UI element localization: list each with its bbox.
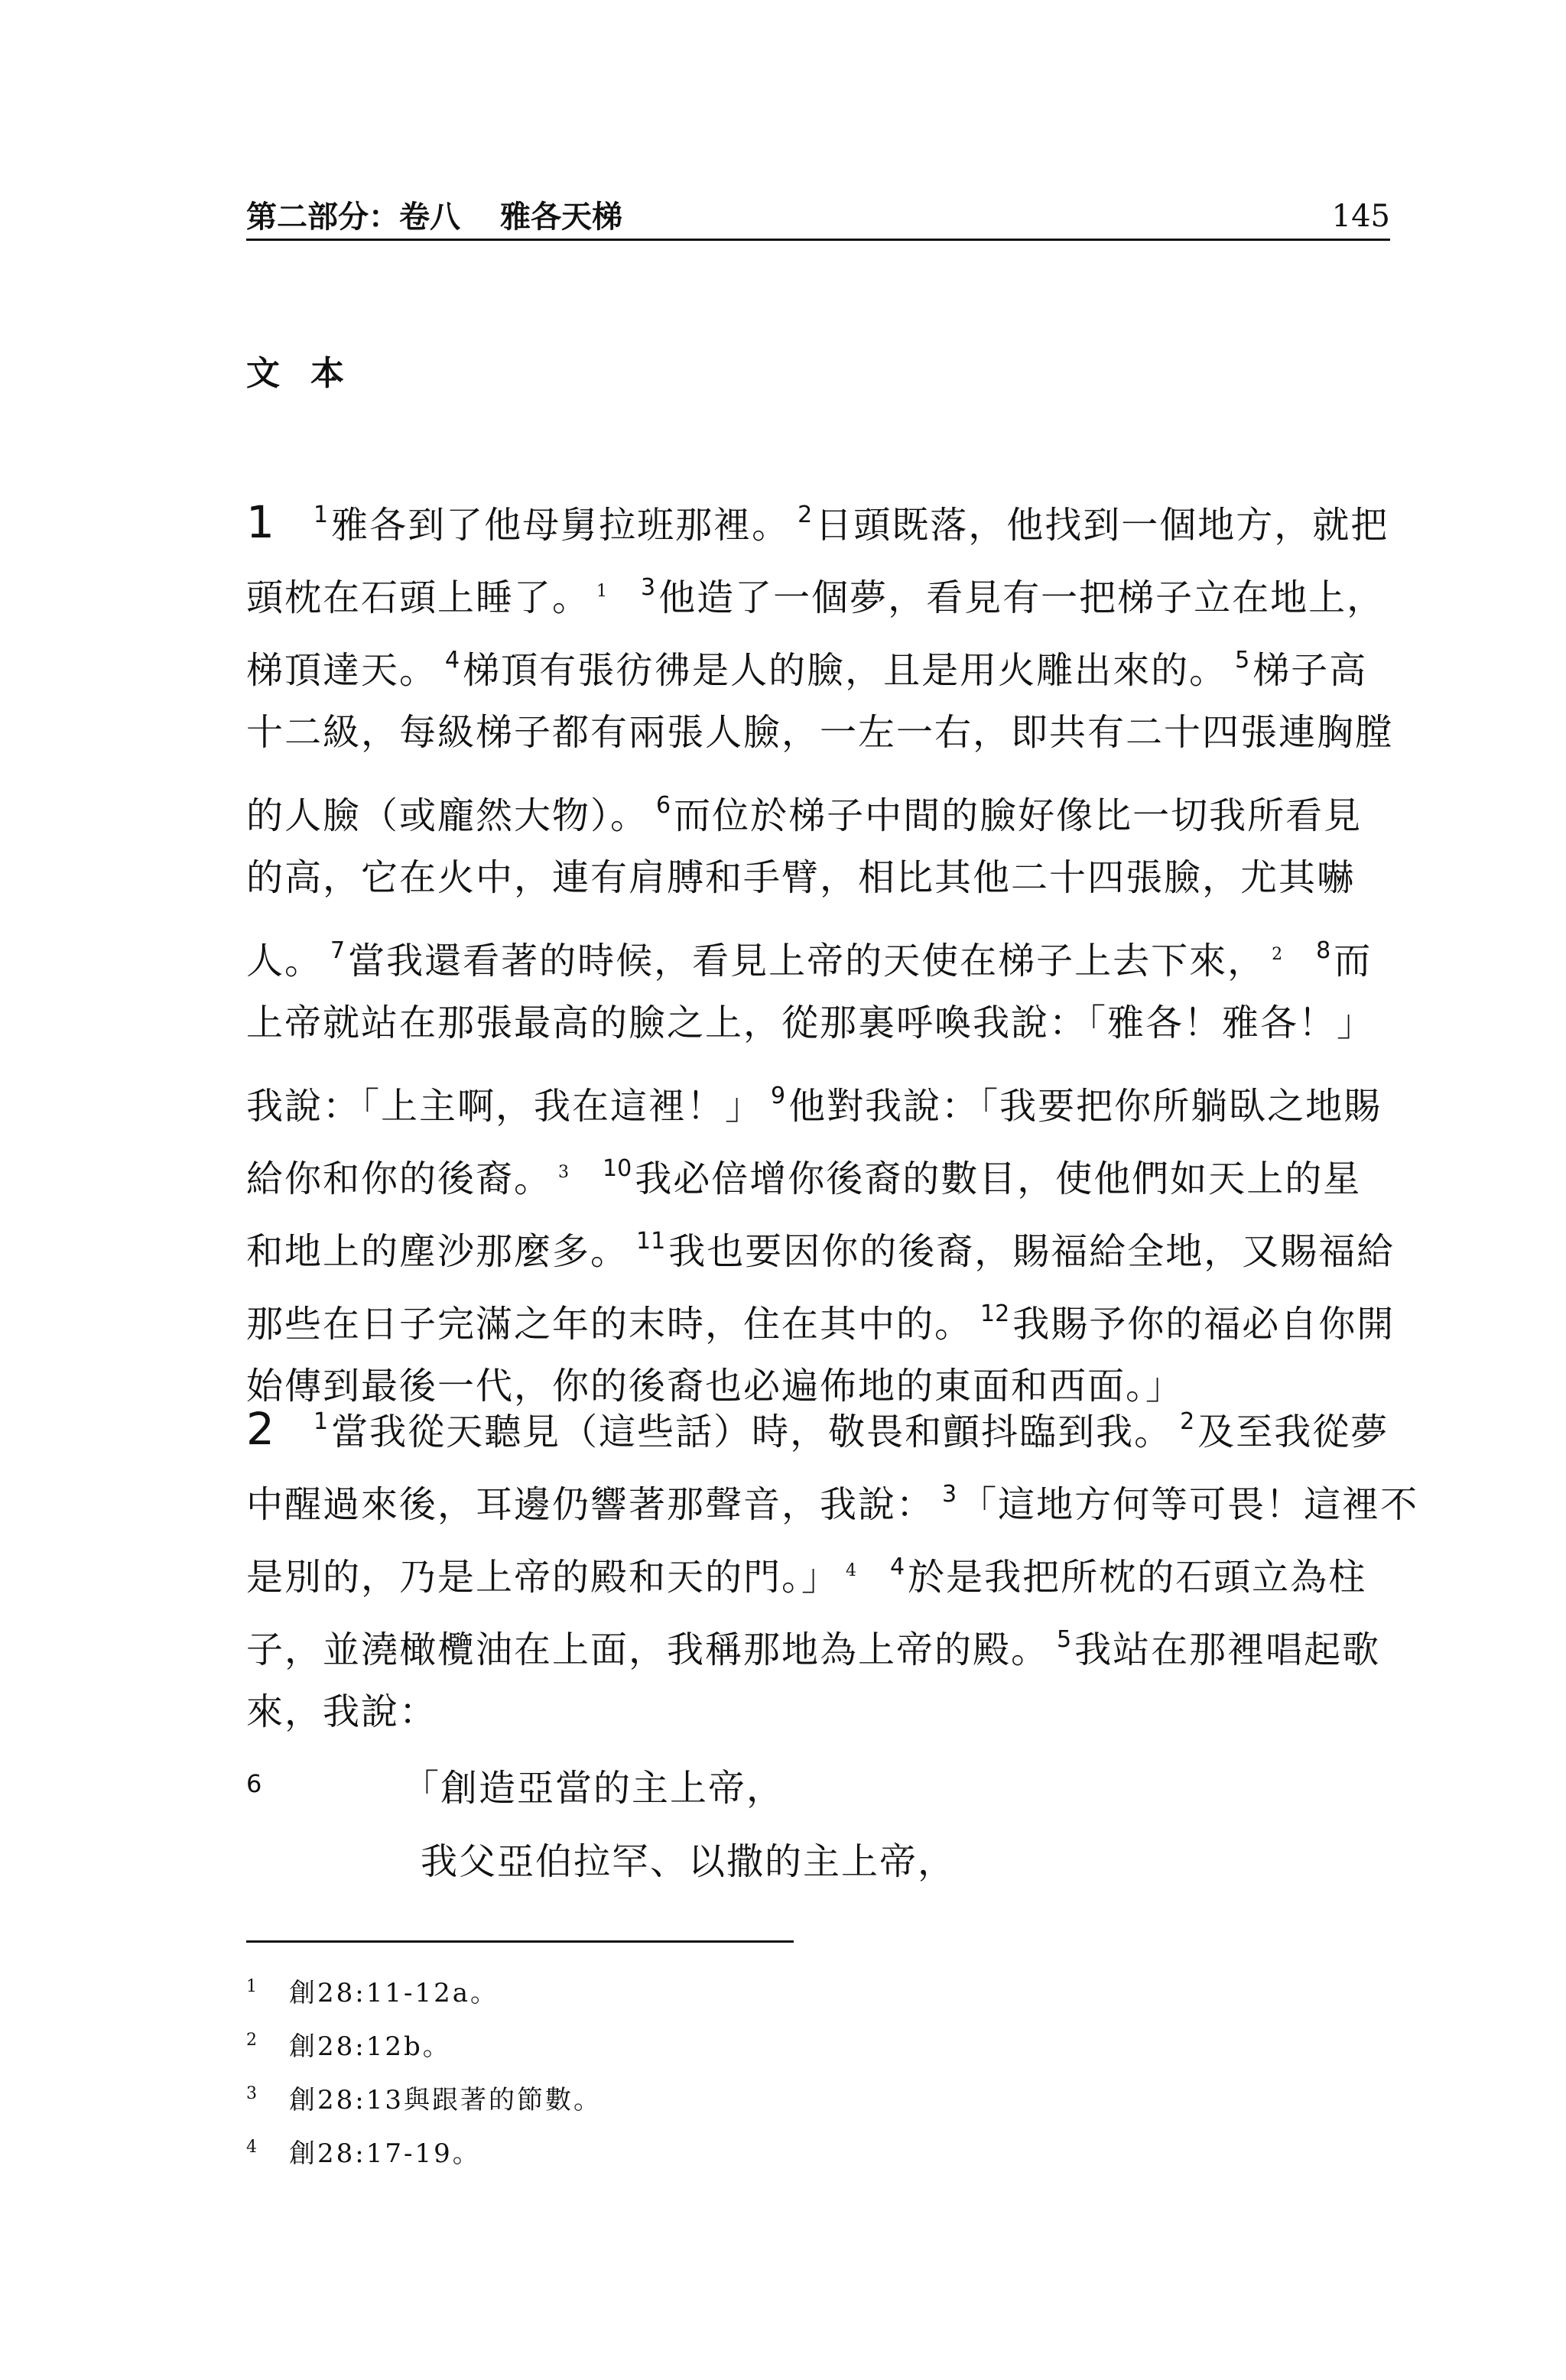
footnote-text: 創28:11-12a。 — [289, 1978, 499, 2008]
verse-text: 而 — [1334, 940, 1373, 982]
verse-text: 的人臉（或龐然大物）。 — [246, 794, 649, 837]
footnote-marker: 4 — [846, 1561, 857, 1580]
verse-number: 2 — [798, 502, 813, 528]
text-line — [246, 914, 1390, 987]
verse-text: 人。 — [246, 940, 323, 982]
text-line — [246, 1531, 1390, 1603]
verse-text: 中醒過來後，耳邊仍響著那聲音，我說： — [246, 1483, 935, 1526]
poem-line: 「創造亞當的主上帝， — [402, 1767, 785, 1810]
verse-number: 1 — [314, 1408, 329, 1435]
text-line — [246, 624, 1390, 696]
verse-text: 他對我說：「我要把你所躺臥之地賜 — [788, 1085, 1382, 1128]
verse-text: 那些在日子完滿之年的末時，住在其中的。 — [246, 1303, 973, 1346]
verse-text: 給你和你的後裔。 — [246, 1158, 553, 1200]
verse-text: 的高，它在火中，連有肩膊和手臂，相比其他二十四張臉，尤其嚇 — [246, 856, 1356, 899]
verse-text: 梯頂有張彷彿是人的臉，且是用火雕出來的。 — [463, 649, 1228, 692]
verse-number: 3 — [641, 574, 656, 601]
poem-verse-number: 6 — [246, 1769, 262, 1798]
verse-number: 6 — [656, 792, 671, 819]
text-line — [246, 1278, 1395, 1350]
footnote-marker: 3 — [558, 1163, 570, 1182]
verse-text: 子，並澆橄欖油在上面，我稱那地為上帝的殿。 — [246, 1628, 1050, 1671]
footnotes — [246, 1966, 1011, 2180]
footnote — [246, 1966, 1011, 2020]
chapter-number: 1 — [246, 496, 276, 548]
footnote-rule — [246, 1940, 794, 1943]
footnote-number: 3 — [246, 2084, 257, 2103]
verse-number: 5 — [1057, 1626, 1072, 1653]
text-line — [246, 769, 1390, 842]
text-line — [246, 1205, 1395, 1278]
footnote-number: 1 — [246, 1977, 257, 1996]
text-line — [246, 551, 1390, 624]
verse-text: 當我從天聽見（這些話）時，敬畏和顫抖臨到我。 — [331, 1411, 1173, 1453]
chapter-number: 2 — [246, 1403, 276, 1455]
verse-number: 4 — [890, 1554, 905, 1580]
chapter-2-text — [246, 1385, 1419, 1748]
footnote-number: 2 — [246, 2031, 257, 2050]
verse-text: 和地上的塵沙那麼多。 — [246, 1230, 629, 1273]
header-part-book: 第二部分：卷八 — [246, 200, 460, 235]
footnote-text: 創28:12b。 — [289, 2031, 451, 2062]
text-line — [246, 479, 1390, 551]
footnote-text: 創28:17-19。 — [289, 2138, 481, 2169]
verse-text: 始傳到最後一代，你的後裔也必遍佈地的東面和西面。」 — [246, 1365, 1184, 1408]
text-line — [246, 1458, 1419, 1531]
footnote — [246, 2020, 1011, 2073]
verse-number: 8 — [1316, 937, 1331, 964]
header-book-title: 雅各天梯 — [500, 200, 622, 235]
verse-text: 頭枕在石頭上睡了。 — [246, 576, 591, 619]
footnote-marker: 1 — [596, 582, 608, 601]
footnote-text: 創28:13與跟著的節數。 — [289, 2085, 602, 2115]
verse-text: 「這地方何等可畏！這裡不 — [960, 1483, 1419, 1526]
verse-text: 是別的，乃是上帝的殿和天的門。」 — [246, 1556, 840, 1599]
text-line — [246, 1676, 1390, 1748]
verse-text: 日頭既落，他找到一個地方，就把 — [815, 504, 1389, 547]
verse-text: 我必倍增你後裔的數目，使他們如天上的星 — [635, 1158, 1362, 1200]
text-line — [246, 696, 1394, 769]
verse-number: 2 — [1180, 1408, 1195, 1435]
text-line — [246, 1132, 1390, 1205]
text-line — [246, 1603, 1390, 1676]
verse-number: 12 — [980, 1300, 1010, 1327]
verse-text: 十二級，每級梯子都有兩張人臉，一左一右，即共有二十四張連胸膛 — [246, 711, 1394, 754]
verse-number: 4 — [445, 647, 460, 674]
verse-number: 7 — [330, 937, 346, 964]
verse-text: 梯子高 — [1252, 649, 1368, 692]
verse-text: 我說：「上主啊，我在這裡！」 — [246, 1085, 764, 1128]
text-line — [246, 1060, 1390, 1132]
verse-text: 當我還看著的時候，看見上帝的天使在梯子上去下來， — [348, 940, 1266, 982]
verse-number: 1 — [314, 502, 329, 528]
verse-number: 9 — [771, 1083, 786, 1109]
section-heading: 文本 — [246, 354, 375, 393]
verse-text: 來，我說： — [246, 1690, 438, 1733]
verse-text: 於是我把所枕的石頭立為柱 — [908, 1556, 1367, 1599]
header-title — [246, 193, 622, 236]
verse-text: 梯頂達天。 — [246, 649, 438, 692]
verse-number: 10 — [603, 1155, 632, 1182]
verse-text: 上帝就站在那張最高的臉之上，從那裏呼喚我說：「雅各！雅各！」 — [246, 1002, 1376, 1044]
text-line — [246, 987, 1390, 1060]
footnote — [246, 2127, 1011, 2180]
verse-text: 他造了一個夢，看見有一把梯子立在地上， — [658, 576, 1386, 619]
verse-text: 而位於梯子中間的臉好像比一切我所看見 — [674, 794, 1363, 837]
verse-number: 3 — [942, 1481, 957, 1508]
verse-text: 我賜予你的福必自你開 — [1012, 1303, 1395, 1346]
text-line — [246, 1385, 1390, 1458]
verse-number: 11 — [636, 1228, 666, 1255]
header-rule — [246, 239, 1390, 241]
footnote-number: 4 — [246, 2138, 257, 2157]
verse-text: 我也要因你的後裔，賜福給全地，又賜福給 — [668, 1230, 1395, 1273]
footnote — [246, 2073, 1011, 2127]
page-number: 145 — [1331, 199, 1390, 234]
verse-text: 雅各到了他母舅拉班那裡。 — [331, 504, 791, 547]
verse-text: 及至我從夢 — [1197, 1411, 1389, 1453]
text-line — [246, 842, 1390, 914]
footnote-marker: 2 — [1272, 945, 1283, 964]
chapter-1-text — [246, 479, 1395, 1423]
running-header — [246, 190, 1390, 239]
poem-line: 我父亞伯拉罕、以撒的主上帝， — [421, 1840, 957, 1883]
verse-number: 5 — [1235, 647, 1250, 674]
verse-text: 我站在那裡唱起歌 — [1074, 1628, 1381, 1671]
